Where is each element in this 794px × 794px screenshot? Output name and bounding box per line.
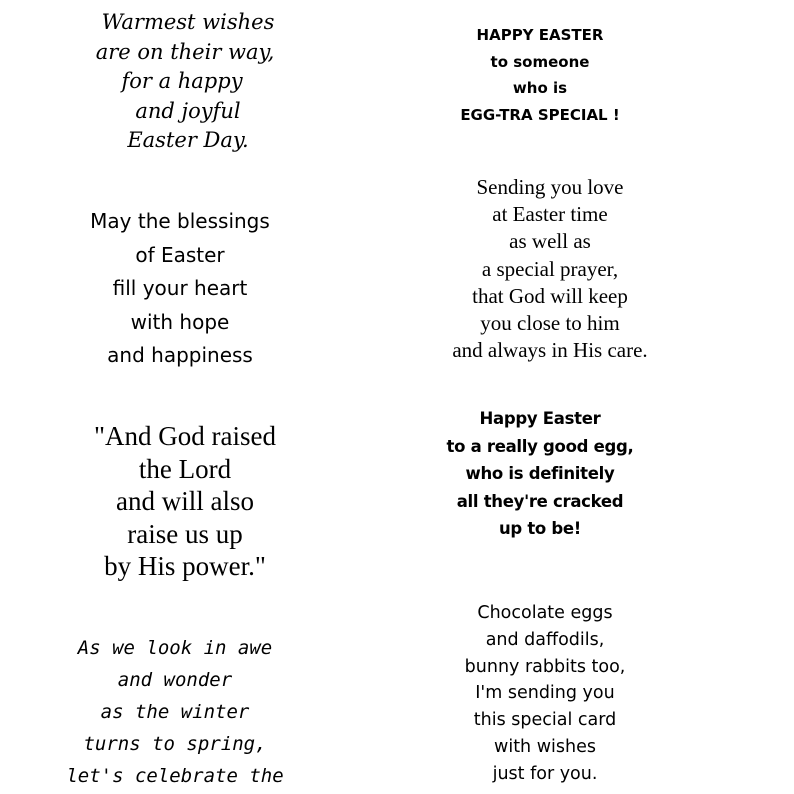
- verse-line: Chocolate eggs: [477, 603, 613, 623]
- verse-line: up to be!: [498, 519, 582, 538]
- verse-line: Happy Easter: [479, 409, 601, 428]
- verse-line: with hope: [130, 309, 230, 334]
- verse-good-egg: [440, 405, 640, 543]
- verse-line: I'm sending you: [475, 683, 615, 704]
- verse-warmest-wishes: [60, 8, 316, 156]
- verse-line: EGG-TRA SPECIAL !: [460, 105, 620, 124]
- verse-egg-tra-special: [430, 22, 650, 128]
- verse-chocolate-eggs: [440, 600, 650, 788]
- verse-line: fill your heart: [112, 276, 248, 300]
- verse-line: with wishes: [494, 736, 596, 757]
- verse-blessings-of-easter: [50, 205, 310, 373]
- verse-line: as the winter: [100, 701, 250, 723]
- verse-line: bunny rabbits too,: [464, 656, 626, 677]
- verse-line: As we look in awe: [77, 637, 273, 659]
- verse-line: who is definitely: [465, 464, 615, 483]
- verse-line: turns to spring,: [83, 733, 267, 755]
- verse-winter-to-spring: [40, 632, 310, 792]
- verse-line: HAPPY EASTER: [476, 26, 604, 44]
- verse-line: for a happy: [121, 69, 243, 93]
- verse-line: at Easter time: [492, 202, 608, 227]
- verse-line: all they're cracked: [456, 491, 624, 511]
- verse-line: and will also: [116, 486, 254, 516]
- verse-line: and wonder: [117, 669, 233, 691]
- verse-line: "And God raised: [94, 421, 276, 451]
- verse-line: of Easter: [135, 242, 225, 267]
- verse-line: the Lord: [138, 453, 232, 484]
- verse-scripture-quote: [50, 420, 320, 583]
- verse-line: let's celebrate the: [66, 765, 284, 787]
- verse-line: that God will keep: [472, 283, 628, 308]
- verse-line: Sending you love: [476, 175, 624, 199]
- verse-line: raise us up: [127, 518, 243, 549]
- verse-line: just for you.: [492, 763, 598, 784]
- verse-line: as well as: [509, 229, 591, 254]
- verse-line: who is: [512, 79, 568, 97]
- verse-line: by His power.": [104, 551, 266, 581]
- verse-line: and daffodils,: [485, 629, 605, 650]
- verse-line: Warmest wishes: [101, 10, 275, 34]
- verse-line: to a really good egg,: [446, 436, 634, 456]
- verse-line: this special card: [473, 710, 617, 731]
- verse-sending-love: [420, 174, 680, 364]
- verse-line: and joyful: [135, 98, 241, 123]
- verse-line: May the blessings: [90, 209, 270, 233]
- verse-line: a special prayer,: [481, 256, 619, 281]
- verse-line: Easter Day.: [127, 128, 249, 152]
- verse-line: you close to him: [480, 311, 620, 336]
- verse-line: and always in His care.: [452, 338, 648, 363]
- verse-line: and happiness: [107, 343, 253, 367]
- verse-line: to someone: [490, 52, 590, 71]
- verse-line: are on their way,: [95, 39, 275, 64]
